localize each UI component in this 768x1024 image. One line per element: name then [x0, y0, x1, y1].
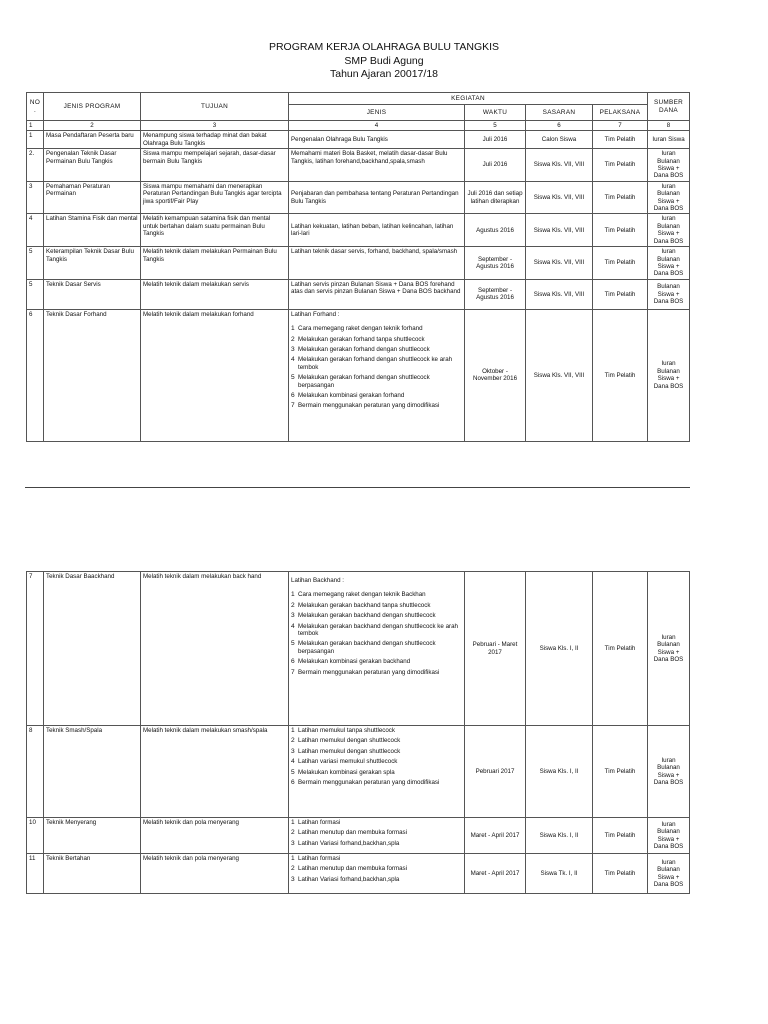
list-item: 3 Melakukan gerakan backhand dengan shuttlecock	[291, 612, 436, 620]
row-jenis-list	[289, 309, 465, 441]
list-item: 2 Latihan memukul dengan shuttlecock	[291, 737, 401, 745]
row-dana: Iuran Bulanan Siswa + Dana BOS	[648, 214, 690, 247]
row-dana: Iuran Bulanan Siswa + Dana BOS	[648, 247, 690, 280]
col-header-kegiatan: KEGIATAN	[289, 93, 648, 105]
col-header-jenis-program: JENIS PROGRAM	[44, 93, 141, 121]
list-item: 5 Melakukan gerakan forhand dengan shuttlecock berpasangan	[291, 374, 430, 389]
list-item: 5 Melakukan kombinasi gerakan spla	[291, 768, 395, 776]
row-no: 5	[27, 247, 44, 280]
row-tujuan: Melatih teknik dan pola menyerang	[141, 854, 289, 894]
list-item: 3 Melakukan gerakan forhand dengan shuttlecock	[291, 345, 430, 353]
table-row	[27, 726, 690, 818]
row-waktu: Juli 2016 dan setiap latihan diterapkan	[465, 181, 526, 214]
list-item: 7 Bermain menggunakan peraturan yang dimodifikasi	[291, 402, 440, 410]
col-number: 6	[526, 121, 593, 131]
row-no: 5	[27, 279, 44, 309]
list-item: 1 Cara memegang raket dengan teknik forhand	[291, 325, 423, 333]
col-number: 2	[44, 121, 141, 131]
row-tujuan: Melatih teknik dan pola menyerang	[141, 818, 289, 854]
row-program: Latihan Stamina Fisik dan mental	[44, 214, 141, 247]
row-pelaksana: Tim Pelatih	[593, 247, 648, 280]
row-waktu: Juli 2016	[465, 131, 526, 149]
row-pelaksana: Tim Pelatih	[593, 279, 648, 309]
row-waktu: Pebruari 2017	[465, 726, 526, 818]
row-pelaksana: Tim Pelatih	[593, 726, 648, 818]
document-title: PROGRAM KERJA OLAHRAGA BULU TANGKIS	[268, 41, 500, 53]
row-dana: Iuran Bulanan Siswa + Dana BOS	[648, 309, 690, 441]
col-number: 3	[141, 121, 289, 131]
list-item: 2 Melakukan gerakan forhand tanpa shuttlecock	[291, 335, 425, 343]
row-sasaran: Siswa Kls. VII, VIII	[526, 279, 593, 309]
row-program: Masa Pendaftaran Peserta baru	[44, 131, 141, 149]
list-item: 2 Latihan menutup dan membuka formasi	[291, 829, 408, 837]
list-item: 1 Latihan formasi	[291, 819, 341, 826]
row-dana: Bulanan Siswa + Dana BOS	[648, 279, 690, 309]
col-header-tujuan: TUJUAN	[141, 93, 289, 121]
table-row	[27, 131, 690, 149]
row-pelaksana: Tim Pelatih	[593, 131, 648, 149]
row-jenis: Penjabaran dan pembahasa tentang Peraturan Pertandingan Bulu Tangkis	[289, 181, 465, 214]
row-sasaran: Siswa Tk. I, II	[526, 854, 593, 894]
table-row	[27, 572, 690, 726]
row-no: 6	[27, 309, 44, 441]
academic-year: Tahun Ajaran 20017/18	[329, 68, 438, 80]
row-no: 11	[27, 854, 44, 894]
row-dana: Iuran Bulanan Siswa + Dana BOS	[648, 726, 690, 818]
col-header-pelaksana: PELAKSANA	[593, 105, 648, 121]
col-header-waktu: WAKTU	[465, 105, 526, 121]
row-dana: Iuran Siswa	[648, 131, 690, 149]
row-no: 8	[27, 726, 44, 818]
table-row	[27, 181, 690, 214]
row-no: 4	[27, 214, 44, 247]
row-pelaksana: Tim Pelatih	[593, 214, 648, 247]
list-item: 4 Latihan variasi memukul shuttlecock	[291, 758, 398, 766]
row-jenis: Latihan kekuatan, latihan beban, latihan kelincahan, latihan lari-lari	[289, 214, 465, 247]
row-dana: Iuran Bulanan Siswa + Dana BOS	[648, 854, 690, 894]
col-header-jenis: JENIS	[289, 105, 465, 121]
row-dana: Iuran Bulanan Siswa + Dana BOS	[648, 181, 690, 214]
row-waktu: Maret - April 2017	[465, 854, 526, 894]
list-title: Latihan Backhand :	[291, 577, 344, 584]
row-jenis-list	[289, 572, 465, 726]
list-item: 6 Bermain menggunakan peraturan yang dimodifikasi	[291, 779, 440, 787]
col-number: 4	[289, 121, 465, 131]
list-title: Latihan Forhand :	[291, 310, 340, 318]
row-sasaran: Siswa Kls. VII, VIII	[526, 149, 593, 182]
table-row	[27, 818, 690, 854]
table-row	[27, 149, 690, 182]
table-row	[27, 309, 690, 441]
row-waktu: Agustus 2016	[465, 214, 526, 247]
row-dana: Iuran Bulanan Siswa + Dana BOS	[648, 572, 690, 726]
row-pelaksana: Tim Pelatih	[593, 572, 648, 726]
row-program: Teknik Menyerang	[44, 818, 141, 854]
row-program: Pemahaman Peraturan Permainan	[44, 181, 141, 214]
col-number: 5	[465, 121, 526, 131]
col-header-sumber-dana: SUMBER DANA	[648, 93, 690, 121]
row-program: Keterampilan Teknik Dasar Bulu Tangkis	[44, 247, 141, 280]
col-header-no: NO.	[27, 93, 44, 121]
list-item: 1 Latihan memukul tanpa shuttlecock	[291, 727, 395, 734]
row-jenis: Memahami materi Bola Basket, melatih dasar-dasar Bulu Tangkis, latihan forehand,backhand,spala,smash	[289, 149, 465, 182]
row-sasaran: Calon Siswa	[526, 131, 593, 149]
row-no: 1	[27, 131, 44, 149]
list-item: 1 Latihan formasi	[291, 855, 341, 862]
row-program: Teknik Smash/Spala	[44, 726, 141, 818]
col-number: 8	[648, 121, 690, 131]
row-no: 2.	[27, 149, 44, 182]
row-jenis-list	[289, 854, 465, 894]
row-waktu: Pebruari - Maret 2017	[465, 572, 526, 726]
row-tujuan: Melatih teknik dalam melakukan forhand	[141, 309, 289, 441]
row-waktu: September - Agustus 2016	[465, 279, 526, 309]
list-item: 3 Latihan Variasi forhand,backhan,spla	[291, 839, 400, 847]
list-item: 2 Latihan menutup dan membuka formasi	[291, 865, 408, 873]
row-jenis: Latihan servis pinzan Bulanan Siswa + Dana BOS forehand atas dan servis pinzan Bulanan Siswa + Dana BOS backhand	[289, 279, 465, 309]
row-pelaksana: Tim Pelatih	[593, 854, 648, 894]
table-row	[27, 247, 690, 280]
row-tujuan: Menampung siswa terhadap minat dan bakat Olahraga Bulu Tangkis	[141, 131, 289, 149]
row-no: 10	[27, 818, 44, 854]
row-sasaran: Siswa Kls. VII, VIII	[526, 247, 593, 280]
row-pelaksana: Tim Pelatih	[593, 181, 648, 214]
row-waktu: September - Agustus 2016	[465, 247, 526, 280]
row-program: Teknik Dasar Baackhand	[44, 572, 141, 726]
row-program: Teknik Dasar Servis	[44, 279, 141, 309]
row-program: Teknik Dasar Forhand	[44, 309, 141, 441]
row-pelaksana: Tim Pelatih	[593, 309, 648, 441]
row-sasaran: Siswa Kls. I, II	[526, 572, 593, 726]
program-table-page1	[26, 92, 690, 442]
row-waktu: Oktober - November 2016	[465, 309, 526, 441]
school-name: SMP Budi Agung	[344, 55, 424, 67]
row-tujuan: Melatih teknik dalam melakukan back hand	[141, 572, 289, 726]
row-no: 7	[27, 572, 44, 726]
row-no: 3	[27, 181, 44, 214]
row-jenis-list	[289, 726, 465, 818]
program-table-page2	[26, 571, 690, 894]
row-jenis-list	[289, 818, 465, 854]
row-sasaran: Siswa Kls. VII, VIII	[526, 181, 593, 214]
row-pelaksana: Tim Pelatih	[593, 149, 648, 182]
row-tujuan: Siswa mampu mempelajari sejarah, dasar-dasar bermain Bulu Tangkis	[141, 149, 289, 182]
col-number: 7	[593, 121, 648, 131]
row-tujuan: Melatih teknik dalam melakukan Permainan Bulu Tangkis	[141, 247, 289, 280]
list-item: 6 Melakukan kombinasi gerakan forhand	[291, 391, 405, 399]
row-tujuan: Melatih teknik dalam melakukan servis	[141, 279, 289, 309]
col-number: 1	[27, 121, 44, 131]
row-tujuan: Siswa mampu memahami dan menerapkan Peraturan Pertandingan Bulu Tangkis agar tercipta jiwa sportif/Fair Play	[141, 181, 289, 214]
table-row	[27, 214, 690, 247]
row-sasaran: Siswa Kls. VII, VIII	[526, 309, 593, 441]
list-item: 5 Melakukan gerakan backhand dengan shuttlecock berpasangan	[291, 640, 436, 655]
col-header-sasaran: SASARAN	[526, 105, 593, 121]
row-sasaran: Siswa Kls. VII, VIII	[526, 214, 593, 247]
row-jenis: Pengenalan Olahraga Bulu Tangkis	[289, 131, 465, 149]
list-item: 1 Cara memegang raket dengan teknik Backhan	[291, 591, 426, 599]
row-jenis: Latihan teknik dasar servis, forhand, backhand, spala/smash	[289, 247, 465, 280]
list-item: 3 Latihan Variasi forhand,backhan,spla	[291, 875, 400, 883]
row-waktu: Juli 2016	[465, 149, 526, 182]
page-break-divider	[25, 487, 690, 488]
table-row	[27, 854, 690, 894]
row-program: Pengenalan Teknik Dasar Permainan Bulu Tangkis	[44, 149, 141, 182]
list-item: 7 Bermain menggunakan peraturan yang dimodifikasi	[291, 668, 440, 676]
list-item: 4 Melakukan gerakan backhand dengan shuttlecock ke arah tembok	[291, 622, 458, 638]
list-item: 2 Melakukan gerakan backhand tanpa shuttlecock	[291, 601, 431, 609]
row-dana: Iuran Bulanan Siswa + Dana BOS	[648, 818, 690, 854]
row-dana: Iuran Bulanan Siswa + Dana BOS	[648, 149, 690, 182]
list-item: 6 Melakukan kombinasi gerakan backhand	[291, 658, 411, 666]
row-sasaran: Siswa Kls. I, II	[526, 818, 593, 854]
table-row	[27, 279, 690, 309]
list-item: 3 Latihan memukul dengan shuttlecock	[291, 747, 401, 755]
list-item: 4 Melakukan gerakan forhand dengan shuttlecock ke arah tembok	[291, 356, 453, 371]
row-tujuan: Melatih teknik dalam melakukan smash/spala	[141, 726, 289, 818]
row-waktu: Maret - April 2017	[465, 818, 526, 854]
row-pelaksana: Tim Pelatih	[593, 818, 648, 854]
row-tujuan: Melatih kemampuan satamina fisik dan mental untuk bertahan dalam suatu permainan Bulu Tangkis	[141, 214, 289, 247]
row-sasaran: Siswa Kls. I, II	[526, 726, 593, 818]
row-program: Teknik Bertahan	[44, 854, 141, 894]
